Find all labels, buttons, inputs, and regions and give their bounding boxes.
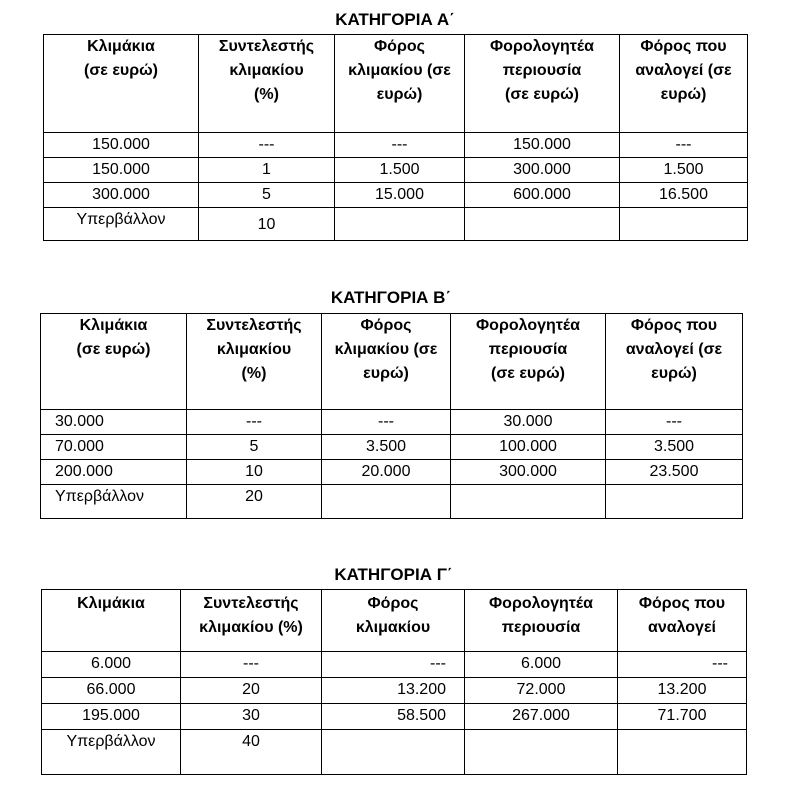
table-b-title: ΚΑΤΗΓΟΡΙΑ Β΄: [330, 288, 452, 307]
cell: 1.500: [620, 158, 748, 183]
cell: [606, 485, 743, 519]
cell: [465, 730, 618, 775]
cell: 71.700: [618, 704, 747, 730]
cell: 10: [187, 460, 322, 485]
cell: 1: [199, 158, 335, 183]
cell: ---: [620, 133, 748, 158]
cell: Υπερβάλλον: [42, 730, 181, 775]
cell: ---: [199, 133, 335, 158]
cell: ---: [618, 652, 747, 678]
cell: 150.000: [44, 158, 199, 183]
cell: [451, 485, 606, 519]
cell: 13.200: [322, 678, 465, 704]
table-row: [41, 435, 743, 460]
table-a-title: ΚΑΤΗΓΟΡΙΑ Α΄: [335, 10, 455, 29]
header-cell: Συντελεστής κλιμακίου (%): [199, 35, 335, 133]
cell: 300.000: [451, 460, 606, 485]
table-row: [44, 183, 748, 208]
table-a: [43, 34, 748, 241]
cell: 40: [181, 730, 322, 775]
cell: 300.000: [465, 158, 620, 183]
cell: 16.500: [620, 183, 748, 208]
table-header-row: [41, 314, 743, 410]
cell: 3.500: [606, 435, 743, 460]
cell: 30.000: [41, 410, 187, 435]
cell: ---: [187, 410, 322, 435]
cell: ---: [335, 133, 465, 158]
header-cell: Συντελεστής κλιμακίου (%): [187, 314, 322, 410]
table-row: [41, 485, 743, 519]
cell: 100.000: [451, 435, 606, 460]
cell: ---: [606, 410, 743, 435]
cell: 23.500: [606, 460, 743, 485]
cell: 30: [181, 704, 322, 730]
cell: 72.000: [465, 678, 618, 704]
cell: 3.500: [322, 435, 451, 460]
header-cell: Φορολογητέα περιουσία (σε ευρώ): [451, 314, 606, 410]
header-cell: Φόρος κλιμακίου: [322, 590, 465, 652]
table-row: [44, 133, 748, 158]
cell: 600.000: [465, 183, 620, 208]
cell: [620, 208, 748, 241]
table-row: [41, 410, 743, 435]
table-row: [42, 678, 747, 704]
table-header-row: [42, 590, 747, 652]
cell: 6.000: [465, 652, 618, 678]
header-cell: Συντελεστής κλιμακίου (%): [181, 590, 322, 652]
cell: 5: [199, 183, 335, 208]
cell: 66.000: [42, 678, 181, 704]
cell: 20: [187, 485, 322, 519]
table-header-row: [44, 35, 748, 133]
cell: 150.000: [44, 133, 199, 158]
cell: [335, 208, 465, 241]
table-row: [41, 460, 743, 485]
cell: 300.000: [44, 183, 199, 208]
cell: 267.000: [465, 704, 618, 730]
header-cell: Φόρος κλιμακίου (σε ευρώ): [322, 314, 451, 410]
table-row: [42, 704, 747, 730]
cell: Υπερβάλλον: [44, 208, 199, 241]
cell: ---: [322, 652, 465, 678]
table-row: [42, 730, 747, 775]
cell: 13.200: [618, 678, 747, 704]
header-cell: Φόρος κλιμακίου (σε ευρώ): [335, 35, 465, 133]
header-cell: Φορολογητέα περιουσία (σε ευρώ): [465, 35, 620, 133]
cell: 20: [181, 678, 322, 704]
header-cell: Κλιμάκια: [42, 590, 181, 652]
cell: 20.000: [322, 460, 451, 485]
cell: ---: [181, 652, 322, 678]
table-b: [40, 313, 743, 519]
cell: 195.000: [42, 704, 181, 730]
cell: [618, 730, 747, 775]
cell: Υπερβάλλον: [41, 485, 187, 519]
table-row: [44, 158, 748, 183]
cell: 10: [199, 208, 335, 241]
table-row: [44, 208, 748, 241]
cell: ---: [322, 410, 451, 435]
cell: [465, 208, 620, 241]
header-cell: Κλιμάκια (σε ευρώ): [44, 35, 199, 133]
cell: 5: [187, 435, 322, 460]
table-c: [41, 589, 747, 775]
cell: [322, 485, 451, 519]
header-cell: Φορολογητέα περιουσία: [465, 590, 618, 652]
cell: [322, 730, 465, 775]
table-row: [42, 652, 747, 678]
cell: 58.500: [322, 704, 465, 730]
header-cell: Κλιμάκια (σε ευρώ): [41, 314, 187, 410]
cell: 70.000: [41, 435, 187, 460]
table-c-title: ΚΑΤΗΓΟΡΙΑ Γ΄: [334, 565, 453, 584]
cell: 15.000: [335, 183, 465, 208]
cell: 1.500: [335, 158, 465, 183]
cell: 150.000: [465, 133, 620, 158]
cell: 200.000: [41, 460, 187, 485]
header-cell: Φόρος που αναλογεί: [618, 590, 747, 652]
cell: 30.000: [451, 410, 606, 435]
header-cell: Φόρος που αναλογεί (σε ευρώ): [606, 314, 743, 410]
header-cell: Φόρος που αναλογεί (σε ευρώ): [620, 35, 748, 133]
cell: 6.000: [42, 652, 181, 678]
